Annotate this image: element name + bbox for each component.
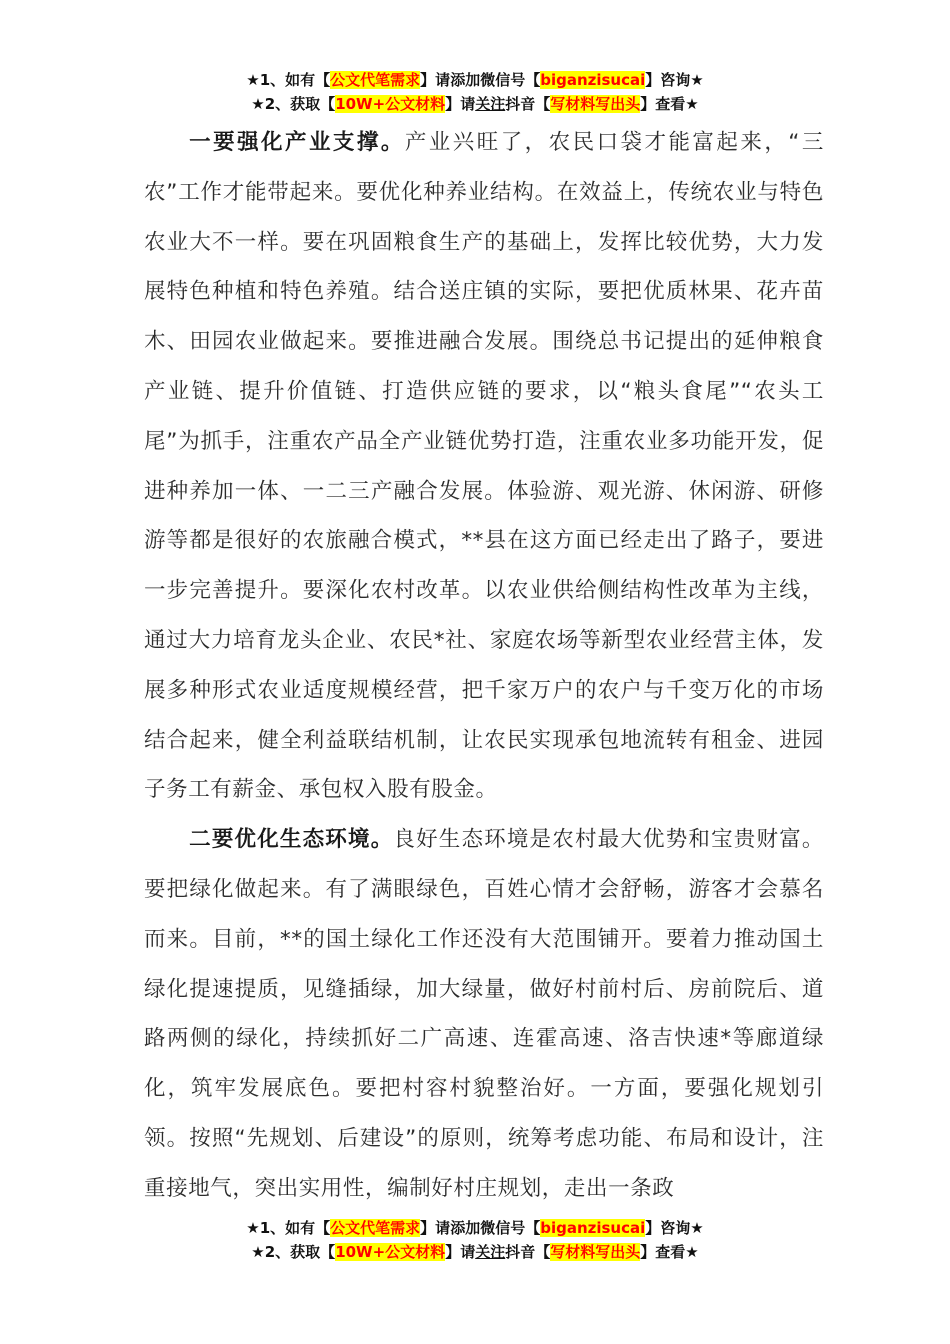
promo-text: 】咨询★ [645, 71, 704, 89]
promo-text: 抖音【 [505, 1243, 551, 1261]
promo-line-1 [0, 68, 950, 92]
promo-text: 】请 [445, 1243, 476, 1261]
document-body [144, 118, 824, 1214]
promo-highlight: 公文代笔需求 [330, 1219, 421, 1237]
promo-text: 微信号【 [480, 1219, 541, 1237]
paragraph-heading: 二要优化生态环境。 [189, 827, 394, 853]
star-icon: ★ [246, 1219, 260, 1237]
star-icon: ★ [251, 1243, 265, 1261]
promo-text: 】请 [445, 95, 476, 113]
douyin-id-highlight: 写材料写出头 [550, 95, 641, 113]
paragraph-heading: 一要强化产业支撑。 [189, 130, 405, 155]
promo-text: 1、如有【 [259, 1219, 331, 1237]
promo-emphasis: 添加 [450, 71, 481, 89]
promo-text: 微信号【 [480, 71, 541, 89]
paragraph-text: 产业兴旺了，农民口袋才能富起来，“三农”工作才能带起来。要优化种养业结构。在效益上，传统农业与特色农业大不一样。要在巩固粮食生产的基础上，发挥比较优势，大力发展特色种植和特色养殖。结合送庄镇的实际，要把优质林果、花卉苗木、田园农业做起来。要推进融合发展。围绕总书记提出的延伸粮食产业链、提升价值链、打造供应链的要求，以“粮头食尾”“农头工尾”为抓手，注重农产品全产业链优势打造，注重农业多功能开发，促进种养加一体、一二三产融合发展。体验游、观光游、休闲游、研修游等都是很好的农旅融合模式，**县在这方面已经走出了路子，要进一步完善提升。要深化农村改革。以农业供给侧结构性改革为主线，通过大力培育龙头企业、农民*社、家庭农场等新型农业经营主体，发展多种形式农业适度规模经营，把千家万户的农户与千变万化的市场结合起来，健全利益联结机制，让农民实现承包地流转有租金、进园子务工有薪金、承包权入股有股金。 [144, 130, 824, 803]
star-icon: ★ [251, 95, 265, 113]
promo-highlight: 10W+公文材料 [335, 95, 446, 113]
paragraph-ecological-environment [144, 815, 824, 1213]
paragraph-text: 良好生态环境是农村最大优势和宝贵财富。要把绿化做起来。有了满眼绿色，百姓心情才会舒畅，游客才会慕名而来。目前，**的国土绿化工作还没有大范围铺开。要着力推动国土绿化提速提质，见缝插绿，加大绿量，做好村前村后、房前院后、道路两侧的绿化，持续抓好二广高速、连霍高速、洛吉快速*等廊道绿化，筑牢发展底色。要把村容村貌整治好。一方面，要强化规划引领。按照“先规划、后建设”的原则，统筹考虑功能、布局和设计，注重接地气，突出实用性，编制好村庄规划，走出一条政 [144, 827, 824, 1201]
promo-emphasis: 关注 [475, 1243, 506, 1261]
promo-text: 】请 [420, 71, 451, 89]
star-icon: ★ [246, 71, 260, 89]
promo-text: 1、如有【 [259, 71, 331, 89]
douyin-id-highlight: 写材料写出头 [550, 1243, 641, 1261]
wechat-id-highlight: biganzisucai [540, 71, 646, 89]
promo-text: 】请 [420, 1219, 451, 1237]
footer-promo-banner [0, 1216, 950, 1264]
promo-line-2 [0, 92, 950, 116]
promo-highlight: 公文代笔需求 [330, 71, 421, 89]
paragraph-industry-support [144, 118, 824, 815]
promo-text: 】查看★ [640, 95, 699, 113]
promo-text: 】咨询★ [645, 1219, 704, 1237]
promo-text: 2、获取【 [264, 1243, 336, 1261]
header-promo-banner [0, 68, 950, 116]
wechat-id-highlight: biganzisucai [540, 1219, 646, 1237]
promo-text: 】查看★ [640, 1243, 699, 1261]
promo-emphasis: 添加 [450, 1219, 481, 1237]
promo-text: 抖音【 [505, 95, 551, 113]
promo-line-1 [0, 1216, 950, 1240]
promo-line-2 [0, 1240, 950, 1264]
promo-emphasis: 关注 [475, 95, 506, 113]
promo-text: 2、获取【 [264, 95, 336, 113]
promo-highlight: 10W+公文材料 [335, 1243, 446, 1261]
